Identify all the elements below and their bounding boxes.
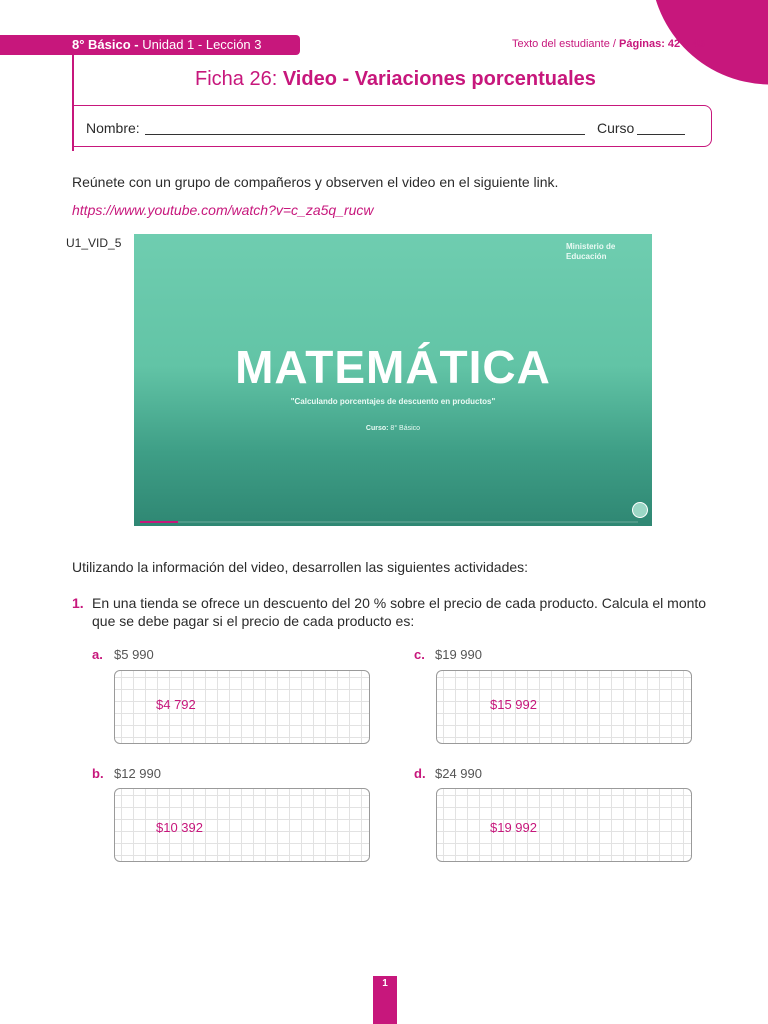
course-level: 8° Básico -: [72, 37, 139, 52]
item-d-answer-grid[interactable]: [436, 788, 692, 862]
pages-prefix: Texto del estudiante /: [512, 38, 616, 50]
item-c-letter: c.: [414, 647, 425, 662]
curso-field[interactable]: [637, 134, 685, 135]
course-label: [72, 37, 262, 52]
title-main: Video - Variaciones porcentuales: [282, 68, 596, 90]
intro-text: Reúnete con un grupo de compañeros y observen el video en el siguiente link.: [72, 174, 559, 190]
item-b-answer-grid[interactable]: [114, 788, 370, 862]
pages-reference: [512, 38, 705, 50]
page-number: 1: [382, 978, 388, 989]
curso-label: Curso: [597, 120, 635, 136]
item-c-answer-grid[interactable]: [436, 670, 692, 744]
question-line-2: que se debe pagar si el precio de cada producto es:: [92, 613, 415, 629]
ministerio-logo-text: Ministerio de Educación: [566, 242, 616, 261]
item-b-price: $12 990: [114, 766, 161, 781]
video-subtitle: "Calculando porcentajes de descuento en productos": [290, 397, 496, 406]
item-c-answer: $15 992: [490, 697, 537, 712]
mineduc-logo-icon: [632, 502, 648, 518]
item-c-price: $19 990: [435, 647, 482, 662]
course-unit: Unidad 1 - Lección 3: [142, 37, 262, 52]
item-a-price: $5 990: [114, 647, 154, 662]
name-field[interactable]: [145, 134, 585, 135]
instructions-text: Utilizando la información del video, desarrollen las siguientes actividades:: [72, 559, 529, 575]
item-a-answer-grid[interactable]: [114, 670, 370, 744]
name-label: Nombre:: [86, 120, 140, 136]
page-title: [195, 68, 596, 91]
item-b-letter: b.: [92, 766, 104, 781]
item-d-letter: d.: [414, 766, 426, 781]
video-curso: [134, 425, 652, 432]
corner-decoration: [645, 0, 768, 104]
video-code-label: U1_VID_5: [66, 236, 122, 250]
item-b-answer: $10 392: [156, 820, 203, 835]
pages-range: Páginas: 42 a 45: [619, 38, 705, 50]
question-number: 1.: [72, 595, 84, 611]
question-line-1: En una tienda se ofrece un descuento del 20 % sobre el precio de cada producto. Calcula el monto: [92, 595, 707, 611]
item-d-answer: $19 992: [490, 820, 537, 835]
video-curso-label: Curso:: [365, 425, 389, 432]
video-progress-track[interactable]: [178, 521, 638, 523]
item-a-answer: $4 792: [156, 697, 196, 712]
video-link[interactable]: https://www.youtube.com/watch?v=c_za5q_rucw: [72, 202, 374, 218]
item-a-letter: a.: [92, 647, 103, 662]
video-curso-value: 8° Básico: [390, 425, 421, 432]
title-prefix: Ficha 26:: [195, 68, 278, 90]
video-progress-bar[interactable]: [140, 521, 178, 523]
item-d-price: $24 990: [435, 766, 482, 781]
video-title: MATEMÁTICA: [235, 341, 551, 393]
